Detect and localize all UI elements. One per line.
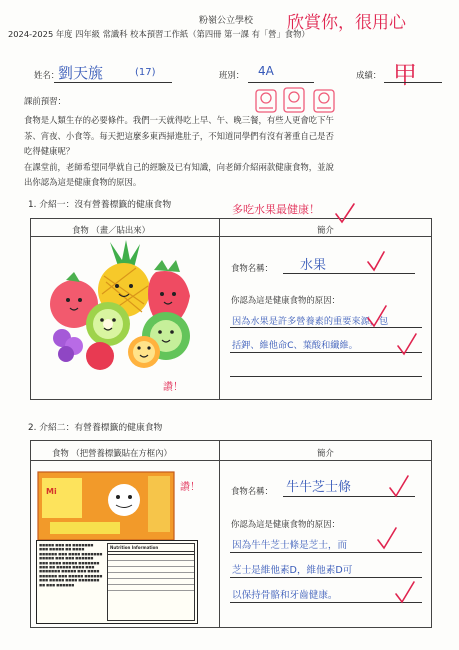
section1-title: 1. 介紹一：沒有營養標籤的健康食物 bbox=[28, 200, 172, 210]
preview-text-line: 出你認為這是健康食物的原因。 bbox=[24, 177, 142, 187]
name-underline bbox=[54, 82, 172, 83]
class-underline bbox=[248, 82, 314, 83]
school-name: 粉嶺公立學校 bbox=[199, 16, 254, 26]
name-label: 姓名： bbox=[34, 70, 60, 80]
section2-food-name: 牛牛芝士條 bbox=[286, 480, 352, 495]
section1-food-name: 水果 bbox=[300, 258, 327, 273]
section2-intro-header: 簡介 bbox=[317, 448, 334, 458]
preview-heading: 課前預習： bbox=[24, 96, 66, 106]
preview-text-line: 食物是人類生存的必要條件。我們一天就得吃上早、午、晚三餐，有些人更會吃下午 bbox=[24, 115, 334, 125]
preview-text-line: 吃得健康呢？ bbox=[24, 146, 75, 156]
section1-reason-rule bbox=[230, 352, 422, 353]
section2-reason-rule bbox=[230, 602, 422, 603]
score-underline bbox=[384, 82, 442, 83]
nutrition-label-sticker bbox=[36, 540, 198, 624]
section1-header-divider bbox=[30, 236, 432, 237]
class-value: 4A bbox=[258, 64, 274, 78]
preview-text-line: 茶、宵夜、小食等。每天把這麼多東西掃進肚子，不知道同學們有沒有著重自己是否 bbox=[24, 130, 334, 141]
section1-reason-line2: 括鉀、維他命C、葉酸和纖維。 bbox=[232, 340, 358, 351]
section2-column-divider bbox=[219, 440, 220, 628]
student-name: 劉天旐 bbox=[58, 64, 104, 82]
svg-text:Mi: Mi bbox=[46, 487, 57, 496]
section2-header-divider bbox=[30, 460, 432, 461]
section2-reason-rule bbox=[230, 552, 422, 553]
section1-column-divider bbox=[219, 218, 220, 400]
section2-food-name-line bbox=[283, 496, 415, 497]
class-label: 班別： bbox=[219, 70, 245, 80]
fruit-drawing bbox=[44, 238, 204, 388]
section1-teacher-note: 多吃水果最健康！ bbox=[232, 203, 320, 216]
section2-reason-line1: 因為牛牛芝士條是芝士，而 bbox=[232, 540, 348, 551]
section1-praise: 讚！ bbox=[163, 382, 183, 393]
class-number: (17) bbox=[135, 67, 156, 78]
section2-reason-label: 你認為這是健康食物的原因： bbox=[231, 519, 340, 529]
nutrition-table bbox=[107, 543, 195, 621]
score-label: 成績： bbox=[356, 70, 382, 80]
section2-praise: 讚！ bbox=[180, 482, 200, 493]
section2-reason-line2: 芝士是維他素D，維他素D可 bbox=[232, 565, 353, 576]
section2-title: 2. 介紹二：有營養標籤的健康食物 bbox=[28, 423, 163, 433]
preview-text-line: 在課堂前，老師希望同學就自己的經驗及已有知識，向老師介紹兩款健康食物，並說 bbox=[24, 161, 334, 172]
section1-reason-line1: 因為水果是許多營養素的重要來源，包 bbox=[232, 316, 389, 327]
section1-reason-rule bbox=[230, 327, 422, 328]
nutrition-table-title: Nutrition Information bbox=[108, 544, 194, 552]
ingredients-text: ■■■■■ ■■■ ■■ ■■■■■■■ ■■■ ■■■■■ ■■ ■■■■ ■■■■■■ ■■■ ■■■■ ■■■■■■■ ■■■■■ ■■■ ■■■ ■■■■■■ ■■■ ■■■■ ■■■■■ ■■■■■■■ ■■■ ■■ ■■■■■ ■■■■ ■■■ ■■■■■■■ ■■■■■ ■■■ ■■■■ ■■■■■■ ■■■ ■■■■■ ■■■■■■ ■■■ ■■■■■ ■■■■ ■■■■■■■ ■■ ■■■ ■■■■■■ bbox=[39, 543, 103, 587]
section1-food-name-line bbox=[283, 273, 415, 274]
section2-food-header: 食物 （把營養標籤貼在方框內） bbox=[52, 448, 172, 458]
cheese-stick-package-drawing bbox=[36, 470, 176, 542]
section2-reason-line3: 以保持骨骼和牙齒健康。 bbox=[232, 590, 338, 601]
section1-reason-label: 你認為這是健康食物的原因： bbox=[231, 295, 340, 305]
section1-food-name-label: 食物名稱： bbox=[231, 263, 273, 273]
preview-paragraph-1 bbox=[24, 113, 444, 191]
section2-reason-rule bbox=[230, 577, 422, 578]
teacher-comment: 欣賞你，很用心 bbox=[287, 13, 406, 33]
section1-intro-header: 簡介 bbox=[317, 225, 334, 235]
section1-food-header: 食物 （畫／貼出來） bbox=[72, 225, 151, 235]
section1-reason-rule bbox=[230, 376, 422, 377]
worksheet-title: 2024-2025 年度 四年級 常識科 校本預習工作紙（第四冊 第一課 有「營」食物） bbox=[8, 29, 310, 39]
section2-food-name-label: 食物名稱： bbox=[231, 486, 273, 496]
score-grade: 甲 bbox=[393, 61, 417, 89]
